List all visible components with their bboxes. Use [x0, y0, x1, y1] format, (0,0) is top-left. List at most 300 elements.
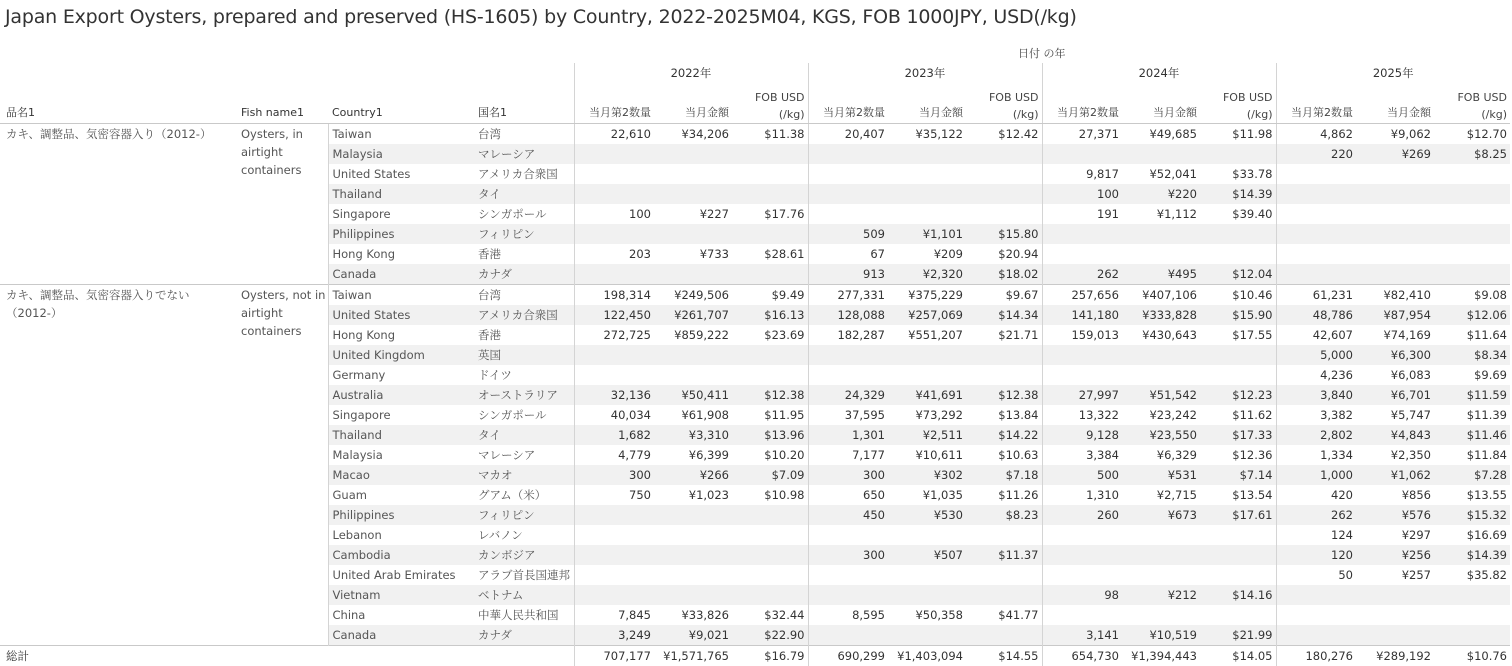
value-cell-qty [1042, 345, 1122, 365]
measure-header-fob-line1: FOB USD [754, 90, 805, 104]
value-cell-fob: $8.23 [966, 505, 1042, 525]
value-cell-amount [654, 505, 732, 525]
crosstab-table [0, 63, 1510, 666]
value-cell-qty: 4,862 [1276, 123, 1356, 144]
value-cell-qty [574, 184, 654, 204]
value-cell-amount: ¥61,908 [681, 407, 729, 422]
value-cell-fob: $12.04 [1200, 264, 1276, 285]
total-cell-qty: 690,299 [808, 645, 888, 666]
value-cell-amount [654, 164, 732, 184]
value-cell-fob: $9.08 [1434, 284, 1510, 305]
value-cell-amount: ¥6,300 [1356, 345, 1434, 365]
value-cell-qty [1042, 605, 1122, 625]
value-cell-fob [732, 164, 808, 184]
total-cell-amount: ¥1,571,765 [654, 645, 732, 666]
value-cell-qty: 182,287 [808, 325, 888, 345]
jp-country-cell: ベトナム [474, 585, 574, 605]
value-cell-fob [966, 345, 1042, 365]
value-cell-fob: $14.39 [1200, 184, 1276, 204]
value-cell-amount [1122, 525, 1200, 545]
fish-name-text: Oysters, not in airtight containers [241, 287, 326, 338]
value-cell-fob [966, 204, 1042, 224]
value-cell-qty: 2,802 [1276, 425, 1356, 445]
value-cell-qty: 1,000 [1276, 465, 1356, 485]
value-cell-fob: $39.40 [1232, 206, 1273, 221]
value-cell-qty [808, 525, 888, 545]
value-cell-qty [1042, 224, 1122, 244]
grand-total-row [0, 645, 1510, 666]
value-cell-amount [888, 565, 966, 585]
value-cell-fob: $9.69 [1474, 367, 1507, 382]
value-cell-amount: ¥375,229 [888, 284, 966, 305]
value-cell-fob [1200, 345, 1276, 365]
value-cell-amount: ¥302 [888, 465, 966, 485]
value-cell-fob: $35.82 [1466, 567, 1507, 582]
year-header: 2025年 [1276, 63, 1510, 83]
value-cell-qty: 128,088 [808, 305, 888, 325]
total-cell-amount: ¥289,192 [1356, 645, 1434, 666]
value-cell-amount [1356, 164, 1434, 184]
value-cell-fob: $8.34 [1434, 345, 1510, 365]
country-cell: Thailand [328, 425, 474, 445]
country-cell: Malaysia [328, 144, 474, 164]
value-cell-amount [888, 525, 966, 545]
country-cell: Thailand [328, 184, 474, 204]
value-cell-fob: $16.69 [1466, 527, 1507, 542]
value-cell-amount: ¥507 [888, 545, 966, 565]
value-cell-qty [574, 585, 654, 605]
jp-country-cell: オーストラリア [474, 385, 574, 405]
value-cell-fob [1200, 144, 1276, 164]
value-cell-qty: 277,331 [808, 284, 888, 305]
value-cell-fob [732, 365, 808, 385]
value-cell-fob [1434, 184, 1510, 204]
value-cell-amount: ¥49,685 [1122, 123, 1200, 144]
measure-header-amount: 当月金額 [654, 83, 732, 123]
value-cell-qty: 420 [1276, 485, 1356, 505]
value-cell-qty: 257,656 [1042, 284, 1122, 305]
value-cell-fob: $15.80 [966, 224, 1042, 244]
value-cell-fob: $11.37 [966, 545, 1042, 565]
country-cell: China [328, 605, 474, 625]
measure-header-qty: 当月第2数量 [1276, 83, 1356, 123]
value-cell-amount: ¥6,083 [1390, 367, 1431, 382]
country-cell: Philippines [328, 505, 474, 525]
value-cell-amount [1356, 625, 1434, 646]
value-cell-amount [654, 345, 732, 365]
value-cell-fob: $21.99 [1200, 625, 1276, 646]
value-cell-qty [1276, 585, 1356, 605]
measure-header-fob [732, 83, 808, 123]
value-cell-fob: $33.78 [1232, 166, 1273, 181]
value-cell-fob [732, 565, 808, 585]
value-cell-amount: ¥3,310 [654, 425, 732, 445]
value-cell-qty: 198,314 [574, 284, 654, 305]
value-cell-fob: $18.02 [966, 264, 1042, 285]
value-cell-qty: 300 [574, 465, 654, 485]
value-cell-fob [1434, 204, 1510, 224]
value-cell-amount [1122, 605, 1200, 625]
value-cell-qty: 300 [808, 465, 888, 485]
value-cell-qty: 24,329 [808, 385, 888, 405]
value-cell-amount [654, 525, 732, 545]
value-cell-fob [1434, 585, 1510, 605]
value-cell-qty [574, 164, 654, 184]
year-header-row [0, 63, 1510, 83]
table-row [0, 284, 1510, 305]
value-cell-fob [1200, 525, 1276, 545]
value-cell-qty: 203 [574, 244, 654, 264]
value-cell-qty: 7,177 [808, 445, 888, 465]
value-cell-qty [574, 345, 654, 365]
table-row [0, 123, 1510, 144]
value-cell-amount: ¥209 [933, 246, 963, 261]
value-cell-fob: $14.22 [966, 425, 1042, 445]
value-cell-amount [888, 365, 966, 385]
value-cell-qty [574, 365, 654, 385]
value-cell-fob [732, 264, 808, 285]
value-cell-qty: 141,180 [1042, 305, 1122, 325]
value-cell-amount: ¥74,169 [1383, 327, 1431, 342]
value-cell-amount [1356, 184, 1434, 204]
value-cell-fob: $14.39 [1434, 545, 1510, 565]
value-cell-qty [574, 565, 654, 585]
value-cell-amount: ¥6,329 [1156, 447, 1197, 462]
value-cell-qty [1276, 244, 1356, 264]
value-cell-qty: 5,000 [1276, 345, 1356, 365]
value-cell-qty [808, 144, 888, 164]
country-cell: Guam [328, 485, 474, 505]
value-cell-qty: 37,595 [808, 405, 888, 425]
country-cell: Canada [328, 264, 474, 285]
value-cell-amount [654, 224, 732, 244]
value-cell-fob: $12.23 [1200, 385, 1276, 405]
value-cell-fob: $7.09 [732, 465, 808, 485]
value-cell-amount: ¥220 [1122, 184, 1200, 204]
value-cell-amount [888, 164, 966, 184]
value-cell-qty: 42,607 [1276, 325, 1356, 345]
jp-country-cell: 香港 [478, 327, 501, 342]
measure-header-qty: 当月第2数量 [1042, 83, 1122, 123]
value-cell-fob: $17.33 [1200, 425, 1276, 445]
value-cell-amount: ¥5,747 [1390, 407, 1431, 422]
value-cell-fob [1434, 224, 1510, 244]
value-cell-amount: ¥430,643 [1142, 327, 1197, 342]
value-cell-amount [654, 264, 732, 285]
grand-total-label: 総計 [0, 645, 574, 666]
value-cell-fob: $13.84 [998, 407, 1039, 422]
value-cell-fob [1434, 264, 1510, 285]
value-cell-qty [574, 545, 654, 565]
value-cell-fob: $14.34 [966, 305, 1042, 325]
value-cell-qty [574, 144, 654, 164]
country-cell: Taiwan [328, 123, 474, 144]
value-cell-qty: 7,845 [574, 605, 654, 625]
value-cell-fob: $11.64 [1466, 327, 1507, 342]
value-cell-amount: ¥333,828 [1122, 305, 1200, 325]
value-cell-amount: ¥2,350 [1390, 447, 1431, 462]
value-cell-qty: 272,725 [574, 325, 654, 345]
row-header-jp-country: 国名1 [474, 83, 574, 123]
value-cell-amount: ¥6,399 [688, 447, 729, 462]
value-cell-amount: ¥249,506 [654, 284, 732, 305]
value-cell-qty: 650 [808, 485, 888, 505]
value-cell-qty: 159,013 [1042, 325, 1122, 345]
year-header: 2022年 [574, 63, 808, 83]
jp-country-cell: シンガポール [478, 407, 547, 422]
value-cell-fob [966, 585, 1042, 605]
value-cell-fob: $21.71 [998, 327, 1039, 342]
value-cell-qty [1042, 244, 1122, 264]
value-cell-qty: 27,371 [1042, 123, 1122, 144]
value-cell-amount: ¥266 [654, 465, 732, 485]
value-cell-qty: 260 [1042, 505, 1122, 525]
value-cell-amount: ¥4,843 [1356, 425, 1434, 445]
value-cell-amount [888, 184, 966, 204]
value-cell-amount: ¥257 [1401, 567, 1431, 582]
country-cell: Australia [328, 385, 474, 405]
value-cell-fob: $9.49 [732, 284, 808, 305]
value-cell-amount [654, 144, 732, 164]
value-cell-qty [574, 525, 654, 545]
measure-header-fob-line2: (/kg) [1246, 107, 1273, 121]
jp-country-cell: カナダ [474, 264, 574, 285]
value-cell-amount [1122, 545, 1200, 565]
value-cell-fob: $12.70 [1434, 123, 1510, 144]
measure-header-fob [966, 83, 1042, 123]
measure-header-amount: 当月金額 [1122, 83, 1200, 123]
country-cell: Malaysia [328, 445, 474, 465]
value-cell-amount: ¥10,519 [1122, 625, 1200, 646]
row-header-country: Country1 [328, 83, 474, 123]
jp-country-cell: レバノン [478, 527, 523, 542]
value-cell-amount: ¥51,542 [1122, 385, 1200, 405]
value-cell-fob: $17.55 [1232, 327, 1273, 342]
measure-header-fob-line1: FOB USD [988, 90, 1039, 104]
value-cell-fob: $14.16 [1200, 585, 1276, 605]
value-cell-qty: 13,322 [1042, 405, 1122, 425]
country-cell: Cambodia [328, 545, 474, 565]
value-cell-qty: 191 [1042, 204, 1122, 224]
jp-country-cell: シンガポール [478, 206, 547, 221]
jp-country-cell: マレーシア [474, 144, 574, 164]
value-cell-fob: $13.96 [732, 425, 808, 445]
value-cell-qty [1042, 144, 1122, 164]
value-cell-fob [966, 144, 1042, 164]
value-cell-qty: 22,610 [574, 123, 654, 144]
value-cell-amount: ¥2,715 [1156, 487, 1197, 502]
value-cell-fob: $11.39 [1466, 407, 1507, 422]
value-cell-amount: ¥257,069 [888, 305, 966, 325]
jp-country-cell: 台湾 [474, 123, 574, 144]
value-cell-amount: ¥261,707 [654, 305, 732, 325]
value-cell-fob [966, 164, 1042, 184]
value-cell-amount: ¥1,023 [688, 487, 729, 502]
value-cell-fob: $11.95 [764, 407, 805, 422]
measure-header-amount: 当月金額 [888, 83, 966, 123]
value-cell-amount [1356, 224, 1434, 244]
value-cell-fob [1434, 625, 1510, 646]
jp-country-cell: タイ [474, 184, 574, 204]
value-cell-qty: 124 [1276, 525, 1356, 545]
value-cell-qty: 9,817 [1042, 164, 1122, 184]
value-cell-fob: $11.26 [998, 487, 1039, 502]
value-cell-qty [808, 365, 888, 385]
value-cell-fob [732, 545, 808, 565]
value-cell-fob [1200, 365, 1276, 385]
jp-country-cell: グアム（米） [478, 487, 547, 502]
value-cell-qty: 500 [1042, 465, 1122, 485]
total-cell-fob: $10.76 [1434, 645, 1510, 666]
row-header-fish: Fish name1 [235, 83, 328, 123]
jp-country-cell: タイ [474, 425, 574, 445]
jp-country-cell: マカオ [474, 465, 574, 485]
value-cell-fob [966, 565, 1042, 585]
value-cell-amount [888, 144, 966, 164]
total-cell-fob: $16.79 [732, 645, 808, 666]
value-cell-amount: ¥673 [1122, 505, 1200, 525]
value-cell-qty: 3,384 [1042, 445, 1122, 465]
value-cell-fob [1200, 545, 1276, 565]
measure-header-fob [1434, 83, 1510, 123]
value-cell-amount: ¥407,106 [1122, 284, 1200, 305]
value-cell-amount: ¥33,826 [681, 607, 729, 622]
value-cell-qty: 48,786 [1276, 305, 1356, 325]
value-cell-fob [732, 345, 808, 365]
value-cell-qty [808, 585, 888, 605]
value-cell-qty: 8,595 [808, 605, 888, 625]
value-cell-amount: ¥41,691 [888, 385, 966, 405]
value-cell-amount [1356, 244, 1434, 264]
value-cell-amount: ¥9,062 [1356, 123, 1434, 144]
value-cell-fob: $7.28 [1434, 465, 1510, 485]
fish-name-cell [235, 123, 328, 284]
value-cell-qty: 220 [1276, 144, 1356, 164]
value-cell-qty: 3,840 [1276, 385, 1356, 405]
country-cell: Singapore [328, 405, 474, 425]
value-cell-qty [1276, 204, 1356, 224]
measure-header-qty: 当月第2数量 [808, 83, 888, 123]
value-cell-amount: ¥2,320 [888, 264, 966, 285]
country-cell: Singapore [328, 204, 474, 224]
country-cell: United Kingdom [328, 345, 474, 365]
value-cell-amount [888, 585, 966, 605]
value-cell-qty: 98 [1042, 585, 1122, 605]
value-cell-qty [1276, 605, 1356, 625]
value-cell-qty [1276, 184, 1356, 204]
value-cell-qty [574, 224, 654, 244]
value-cell-amount: ¥87,954 [1356, 305, 1434, 325]
value-cell-amount: ¥256 [1356, 545, 1434, 565]
value-cell-qty [808, 345, 888, 365]
jp-country-cell: 英国 [474, 345, 574, 365]
total-cell-qty: 654,730 [1042, 645, 1122, 666]
value-cell-fob: $8.25 [1434, 144, 1510, 164]
value-cell-amount [888, 204, 966, 224]
value-cell-qty: 1,334 [1276, 445, 1356, 465]
value-cell-fob: $41.77 [998, 607, 1039, 622]
measure-header-fob-line2: (/kg) [1012, 107, 1039, 121]
jp-country-cell: アメリカ合衆国 [478, 166, 558, 181]
value-cell-fob: $11.62 [1232, 407, 1273, 422]
value-cell-amount: ¥859,222 [674, 327, 729, 342]
value-cell-fob: $12.06 [1434, 305, 1510, 325]
value-cell-amount: ¥576 [1356, 505, 1434, 525]
value-cell-fob: $11.98 [1200, 123, 1276, 144]
value-cell-fob: $10.63 [998, 447, 1039, 462]
value-cell-amount: ¥1,035 [922, 487, 963, 502]
value-cell-fob: $11.59 [1434, 385, 1510, 405]
value-cell-fob: $11.46 [1434, 425, 1510, 445]
value-cell-qty [808, 184, 888, 204]
value-cell-qty: 100 [1042, 184, 1122, 204]
total-cell-amount: ¥1,394,443 [1122, 645, 1200, 666]
value-cell-amount: ¥6,701 [1356, 385, 1434, 405]
page-title: Japan Export Oysters, prepared and preserved (HS-1605) by Country, 2022-2025M04, KGS, FOB 1000JPY, USD(/kg) [5, 6, 1077, 28]
value-cell-fob [1200, 565, 1276, 585]
value-cell-amount: ¥269 [1356, 144, 1434, 164]
value-cell-fob [1200, 224, 1276, 244]
value-cell-fob: $11.84 [1466, 447, 1507, 462]
total-cell-amount: ¥1,403,094 [888, 645, 966, 666]
country-cell: Hong Kong [328, 325, 474, 345]
value-cell-fob: $13.55 [1466, 487, 1507, 502]
value-cell-amount [1356, 605, 1434, 625]
country-cell: Hong Kong [328, 244, 474, 264]
total-cell-qty: 707,177 [574, 645, 654, 666]
total-cell-fob: $14.55 [966, 645, 1042, 666]
value-cell-amount: ¥733 [699, 246, 729, 261]
jp-country-cell: アメリカ合衆国 [474, 305, 574, 325]
fish-name-text: Oysters, in airtight containers [241, 126, 303, 177]
value-cell-fob: $32.44 [764, 607, 805, 622]
value-cell-amount: ¥73,292 [915, 407, 963, 422]
value-cell-fob: $13.54 [1232, 487, 1273, 502]
value-cell-fob [732, 224, 808, 244]
value-cell-fob: $12.42 [966, 123, 1042, 144]
value-cell-qty: 61,231 [1276, 284, 1356, 305]
value-cell-amount [1122, 345, 1200, 365]
value-cell-qty [1042, 545, 1122, 565]
measure-header-row [0, 83, 1510, 123]
value-cell-amount: ¥1,062 [1356, 465, 1434, 485]
value-cell-qty [1276, 224, 1356, 244]
value-cell-fob [966, 184, 1042, 204]
value-cell-qty: 4,779 [574, 445, 654, 465]
value-cell-fob: $10.98 [764, 487, 805, 502]
value-cell-qty: 262 [1042, 264, 1122, 285]
value-cell-amount: ¥227 [699, 206, 729, 221]
value-cell-qty [1042, 565, 1122, 585]
country-cell: United States [328, 164, 474, 184]
value-cell-fob: $10.20 [764, 447, 805, 462]
country-cell: Lebanon [328, 525, 474, 545]
jp-country-cell: フィリピン [474, 505, 574, 525]
value-cell-fob [966, 625, 1042, 646]
value-cell-fob: $12.38 [732, 385, 808, 405]
value-cell-qty: 913 [808, 264, 888, 285]
value-cell-qty: 3,382 [1276, 405, 1356, 425]
value-cell-amount: ¥1,112 [1156, 206, 1197, 221]
value-cell-fob: $7.14 [1200, 465, 1276, 485]
country-cell: United Arab Emirates [328, 565, 474, 585]
value-cell-fob [732, 525, 808, 545]
value-cell-fob: $12.38 [966, 385, 1042, 405]
country-cell: Taiwan [328, 284, 474, 305]
value-cell-qty: 750 [574, 485, 654, 505]
value-cell-fob: $20.94 [998, 246, 1039, 261]
value-cell-fob: $11.38 [732, 123, 808, 144]
